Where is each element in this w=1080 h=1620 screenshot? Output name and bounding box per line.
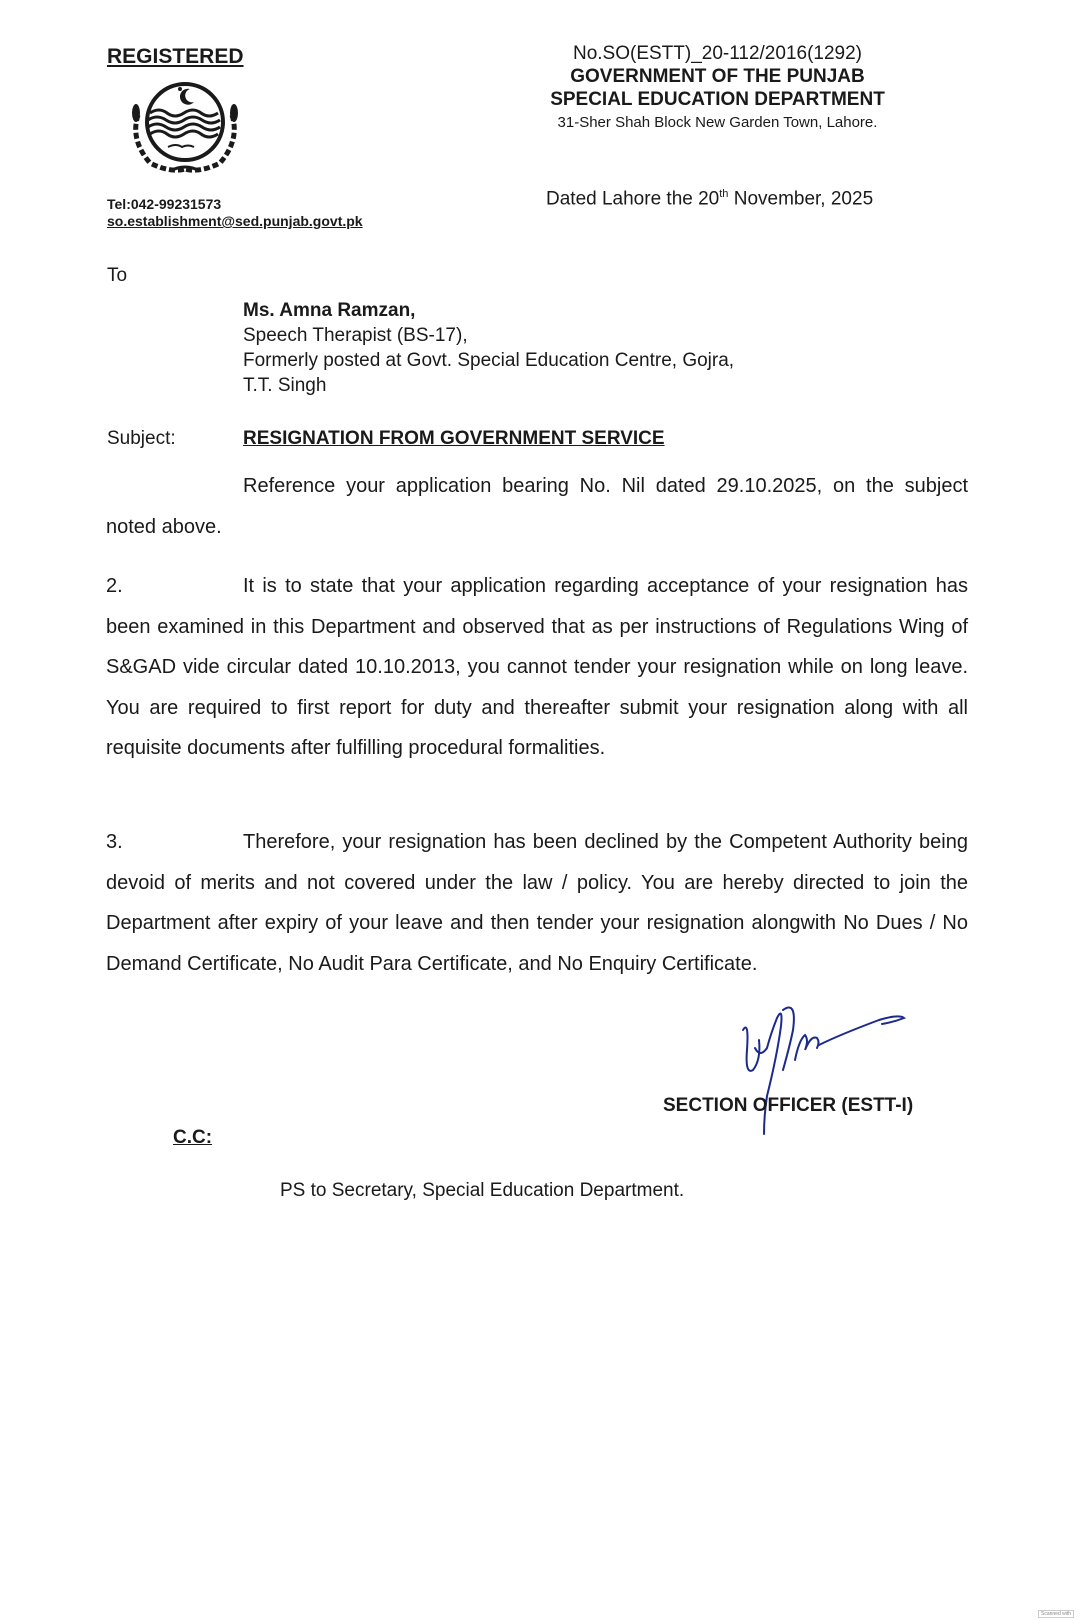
paragraph-3-text: Therefore, your resignation has been declined by the Competent Authority being devoid of merits and not covered under the law / policy. You are hereby directed to join the Department after expiry of your leave and then tender your resignation alongwith No Dues / No Demand Certificate, No Audit Para Certificate, and No Enquiry Certificate. bbox=[106, 831, 968, 975]
paragraph-1 bbox=[106, 466, 968, 547]
letter-date bbox=[546, 188, 873, 210]
reference-number: No.SO(ESTT)_20-112/2016(1292) bbox=[572, 43, 863, 64]
date-ordinal: th bbox=[719, 188, 729, 200]
recipient-district: T.T. Singh bbox=[243, 375, 327, 396]
paragraph-2-text: It is to state that your application regarding acceptance of your resignation has been examined in this Department and observed that as per instructions of Regulations Wing of S&GAD vide circular dated 10.10.2013, you cannot tender your resignation while on long leave. You are required to first report for duty and thereafter submit your resignation along with all requisite documents after fulfilling procedural formalities. bbox=[106, 575, 968, 759]
letterhead-header bbox=[515, 42, 920, 134]
government-name: GOVERNMENT OF THE PUNJAB bbox=[570, 66, 865, 87]
signature-icon bbox=[735, 1000, 945, 1150]
recipient-designation: Speech Therapist (BS-17), bbox=[243, 325, 468, 346]
paragraph-2-number: 2. bbox=[106, 575, 123, 597]
signatory-title: SECTION OFFICER (ESTT-I) bbox=[663, 1095, 914, 1116]
paragraph-2 bbox=[106, 566, 968, 769]
to-label: To bbox=[107, 265, 128, 286]
cc-recipient: PS to Secretary, Special Education Department. bbox=[280, 1180, 685, 1201]
department-name: SPECIAL EDUCATION DEPARTMENT bbox=[550, 89, 885, 110]
paragraph-3 bbox=[106, 822, 968, 984]
paragraph-1-text: Reference your application bearing No. Nil dated 29.10.2025, on the subject noted above. bbox=[106, 475, 968, 538]
paragraph-3-number: 3. bbox=[106, 831, 123, 853]
department-address: 31-Sher Shah Block New Garden Town, Lahore. bbox=[557, 114, 878, 131]
registered-label: REGISTERED bbox=[107, 45, 244, 68]
subject-label: Subject: bbox=[107, 428, 176, 449]
punjab-emblem-icon bbox=[120, 75, 250, 180]
subject-text: RESIGNATION FROM GOVERNMENT SERVICE bbox=[243, 428, 665, 449]
scanner-watermark: Scanned with bbox=[1038, 1610, 1074, 1618]
recipient-address bbox=[243, 298, 734, 398]
email-link[interactable]: so.establishment@sed.punjab.govt.pk bbox=[107, 213, 363, 229]
telephone: Tel:042-99231573 bbox=[107, 196, 222, 212]
date-prefix: Dated Lahore the 20 bbox=[546, 188, 720, 210]
date-rest: November, 2025 bbox=[728, 188, 874, 210]
recipient-name: Ms. Amna Ramzan, bbox=[243, 300, 416, 321]
cc-label: C.C: bbox=[173, 1127, 213, 1148]
recipient-posting: Formerly posted at Govt. Special Education Centre, Gojra, bbox=[243, 350, 735, 371]
